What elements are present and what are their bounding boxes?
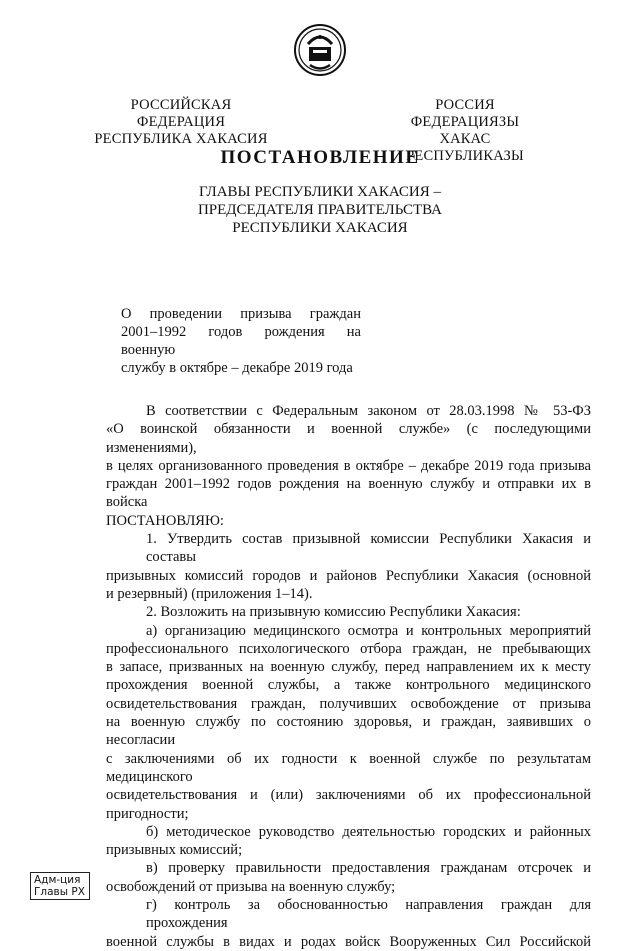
body-line: пригодности;	[106, 805, 189, 822]
registration-stamp	[30, 872, 90, 900]
item-b-paragraph	[106, 823, 591, 860]
document-title: ПОСТАНОВЛЕНИЕ	[220, 147, 420, 168]
intro-paragraph	[106, 402, 591, 530]
body-line: граждан 2001–1992 годов рождения на военную службу и отправки их в войска	[106, 476, 591, 511]
document-body	[106, 402, 591, 951]
header-left-line: РОССИЙСКАЯ ФЕДЕРАЦИЯ	[130, 97, 232, 130]
body-line: призывных комиссий;	[106, 842, 243, 859]
body-line: ПОСТАНОВЛЯЮ:	[106, 512, 224, 529]
item-v-paragraph	[106, 859, 591, 896]
subject-line: 2001–1992 годов рождения на военную	[121, 324, 361, 358]
body-line: прохождения военной службы, а также контрольного медицинского	[106, 677, 591, 694]
body-line: в) проверку правильности предоставления гражданам отсрочек и	[146, 860, 591, 877]
subject-line: О проведении призыва граждан	[121, 306, 361, 322]
subject-line: службу в октябре – декабре 2019 года	[121, 360, 353, 376]
subtitle-line: РЕСПУБЛИКИ ХАКАСИЯ	[232, 220, 408, 236]
body-line: и резервный) (приложения 1–14).	[106, 585, 313, 602]
body-line: г) контроль за обоснованностью направления граждан для прохождения	[146, 897, 591, 932]
body-line: В соответствии с Федеральным законом от 28.03.1998 № 53-ФЗ	[146, 403, 591, 419]
body-line: призывных комиссий городов и районов Республики Хакасия (основной	[106, 567, 591, 584]
item-1-paragraph	[106, 530, 591, 603]
body-line: в целях организованного проведения в октябре – декабре 2019 года призыва	[106, 457, 591, 474]
body-line: «О воинской обязанности и военной службе» (с последующими изменениями),	[106, 421, 591, 456]
item-a-paragraph	[106, 622, 591, 823]
subtitle-line: ГЛАВЫ РЕСПУБЛИКИ ХАКАСИЯ –	[198, 184, 442, 200]
header-russian	[92, 97, 270, 148]
coat-of-arms-seal	[294, 22, 346, 78]
document-subject	[121, 305, 361, 377]
body-line: а) организацию медицинского осмотра и контрольных мероприятий	[146, 622, 591, 639]
body-line: 1. Утвердить состав призывной комиссии Республики Хакасия и составы	[146, 531, 591, 566]
document-subtitle	[160, 183, 480, 237]
body-line: с заключениями об их годности к военной службе по результатам медицинского	[106, 750, 591, 785]
header-left-line: РЕСПУБЛИКА ХАКАСИЯ	[94, 131, 268, 147]
body-line: освидетельствования и (или) заключениями об их профессиональной	[106, 787, 591, 804]
header-right-line: РОССИЯ ФЕДЕРАЦИЯЗЫ	[410, 97, 520, 130]
item-2-paragraph	[106, 603, 591, 621]
stamp-line: Главы РХ	[34, 886, 85, 898]
header-right-line: ХАКАС РЕСПУБЛИКАЗЫ	[406, 131, 524, 164]
body-line: освобождений от призыва на военную службу;	[106, 878, 396, 895]
body-line: б) методическое руководство деятельностью городских и районных	[146, 823, 591, 840]
body-line: в запасе, призванных на военную службу, перед направлением их к месту	[106, 659, 591, 676]
subtitle-line: ПРЕДСЕДАТЕЛЯ ПРАВИТЕЛЬСТВА	[197, 202, 443, 218]
body-line: профессионального психологического отбора граждан, не пребывающих	[106, 640, 591, 657]
body-line: 2. Возложить на призывную комиссию Республики Хакасия:	[146, 604, 521, 621]
body-line: военной службы в видах и родах войск Вооруженных Сил Российской	[106, 933, 591, 950]
body-line: освидетельствования граждан, получивших освобождение от призыва	[106, 695, 591, 712]
body-line: на военную службу по состоянию здоровья, и граждан, заявивших о несогласии	[106, 714, 591, 749]
item-g-paragraph	[106, 896, 591, 951]
stamp-line: Адм-ция	[34, 874, 81, 886]
